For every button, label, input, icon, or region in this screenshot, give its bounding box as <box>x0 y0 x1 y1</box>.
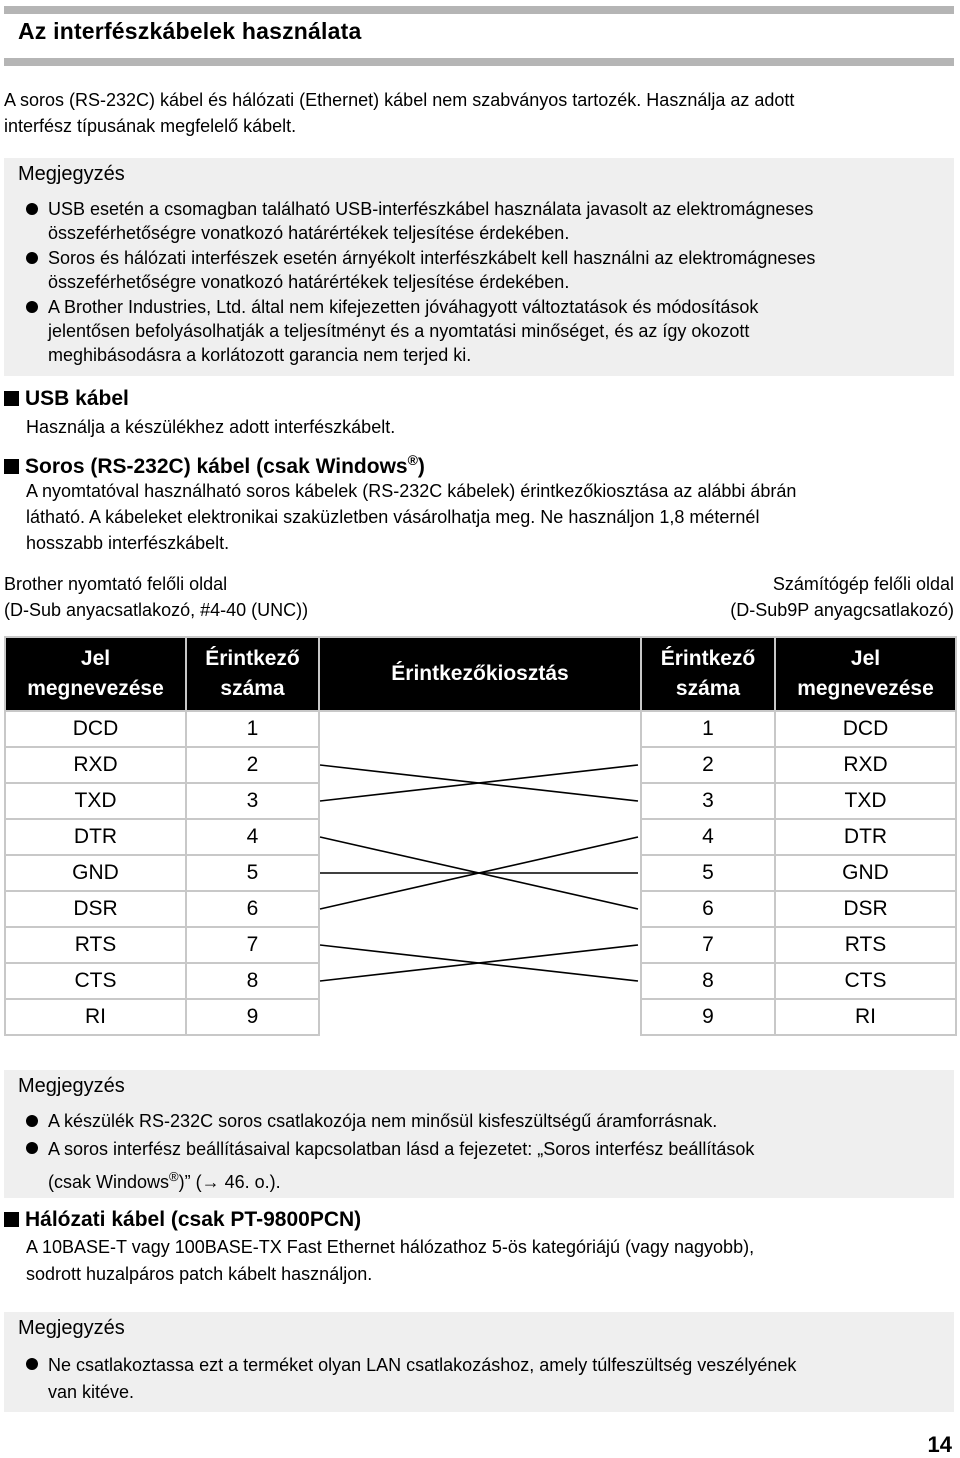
arrow-right-icon: → <box>201 1172 220 1192</box>
title-bottom-rule <box>4 58 954 66</box>
assignment-cell <box>319 891 641 927</box>
right-pin-cell: 4 <box>641 819 775 855</box>
right-pin-cell: 5 <box>641 855 775 891</box>
table-row <box>5 711 956 747</box>
table-row <box>5 747 956 783</box>
assignment-cell <box>319 783 641 819</box>
right-signal-cell: GND <box>775 855 956 891</box>
right-pin-cell: 3 <box>641 783 775 819</box>
left-pin-cell: 9 <box>186 999 319 1035</box>
note-bullet: Soros és hálózati interfészek esetén árnyékolt interfészkábelt kell használni az elektromágneses összeférhetőségre vonatkozó határértékek teljesítése érdekében. <box>26 246 815 294</box>
right-pin-cell: 9 <box>641 999 775 1035</box>
assignment-cell <box>319 711 641 747</box>
note-title: Megjegyzés <box>18 1075 125 1097</box>
section-heading-usb: USB kábel <box>4 387 129 411</box>
left-pin-cell: 2 <box>186 747 319 783</box>
assignment-cell <box>319 747 641 783</box>
table-row <box>5 819 956 855</box>
square-bullet-icon <box>4 391 19 406</box>
bullet-icon <box>26 301 38 313</box>
bullet-icon <box>26 1142 38 1154</box>
note-bullet: A Brother Industries, Ltd. által nem kifejezetten jóváhagyott változtatások és módosítások jelentősen befolyásolhatják a teljesítményt és a nyomtatási minőséget, és az így okozott meghibásodásra a korlátozott garancia nem terjed ki. <box>26 295 758 367</box>
bullet-icon <box>26 1115 38 1127</box>
left-pin-cell: 4 <box>186 819 319 855</box>
bullet-icon <box>26 203 38 215</box>
right-pin-cell: 1 <box>641 711 775 747</box>
left-signal-cell: RI <box>5 999 186 1035</box>
bullet-icon <box>26 252 38 264</box>
header-left-signal: Jel megnevezése <box>5 637 186 711</box>
pin-assignment-table <box>4 636 957 1036</box>
right-pin-cell: 7 <box>641 927 775 963</box>
table-row <box>5 963 956 999</box>
left-signal-cell: GND <box>5 855 186 891</box>
left-signal-cell: DCD <box>5 711 186 747</box>
assignment-cell <box>319 999 641 1035</box>
left-pin-cell: 7 <box>186 927 319 963</box>
header-left-pin: Érintkező száma <box>186 637 319 711</box>
intro-line: A soros (RS-232C) kábel és hálózati (Ethernet) kábel nem szabványos tartozék. Használja az adott <box>4 90 795 110</box>
header-right-pin: Érintkező száma <box>641 637 775 711</box>
note-title: Megjegyzés <box>18 1317 125 1339</box>
right-signal-cell: DSR <box>775 891 956 927</box>
right-signal-cell: TXD <box>775 783 956 819</box>
assignment-cell <box>319 927 641 963</box>
right-signal-cell: DTR <box>775 819 956 855</box>
right-pin-cell: 6 <box>641 891 775 927</box>
left-signal-cell: DTR <box>5 819 186 855</box>
intro-text <box>4 87 794 139</box>
right-signal-cell: RTS <box>775 927 956 963</box>
note-box <box>4 158 954 376</box>
left-pin-cell: 5 <box>186 855 319 891</box>
table-header-row <box>5 637 956 711</box>
network-text: A 10BASE-T vagy 100BASE-TX Fast Ethernet hálózathoz 5-ös kategóriájú (vagy nagyobb), sodrott huzalpáros patch kábelt használjon. <box>26 1237 755 1284</box>
left-pin-cell: 1 <box>186 711 319 747</box>
left-signal-cell: TXD <box>5 783 186 819</box>
intro-line: interfész típusának megfelelő kábelt. <box>4 116 297 136</box>
note-box <box>4 1312 954 1412</box>
right-side-caption: Számítógép felőli oldal (D-Sub9P anyagcsatlakozó) <box>730 574 954 620</box>
right-signal-cell: DCD <box>775 711 956 747</box>
note-bullet: USB esetén a csomagban található USB-interfészkábel használata javasolt az elektromágneses összeférhetőségre vonatkozó határértékek teljesítése érdekében. <box>26 197 813 245</box>
serial-text: A nyomtatóval használható soros kábelek (RS-232C kábelek) érintkezőkiosztása az alábbi ábrán látható. A kábeleket elektronikai szaküzletben vásárolhatja meg. Ne használjon 1,8 méternél hosszabb interfészkábelt. <box>26 481 797 553</box>
left-signal-cell: CTS <box>5 963 186 999</box>
section-heading-serial: Soros (RS-232C) kábel (csak Windows®) <box>4 452 425 479</box>
table-row <box>5 999 956 1035</box>
table-row <box>5 891 956 927</box>
left-side-caption: Brother nyomtató felőli oldal (D-Sub anyacsatlakozó, #4-40 (UNC)) <box>4 574 309 620</box>
assignment-cell <box>319 819 641 855</box>
table-row <box>5 783 956 819</box>
table-row <box>5 855 956 891</box>
section-heading-network: Hálózati kábel (csak PT-9800PCN) <box>4 1208 361 1232</box>
page-title: Az interfészkábelek használata <box>18 18 362 44</box>
note-bullet: A készülék RS-232C soros csatlakozója nem minősül kisfeszültségű áramforrásnak. <box>26 1109 717 1133</box>
left-pin-cell: 6 <box>186 891 319 927</box>
assignment-cell <box>319 963 641 999</box>
header-right-signal: Jel megnevezése <box>775 637 956 711</box>
square-bullet-icon <box>4 1212 19 1227</box>
right-pin-cell: 2 <box>641 747 775 783</box>
left-signal-cell: RTS <box>5 927 186 963</box>
left-signal-cell: RXD <box>5 747 186 783</box>
left-pin-cell: 8 <box>186 963 319 999</box>
title-top-rule <box>4 6 954 14</box>
right-signal-cell: RXD <box>775 747 956 783</box>
note-box <box>4 1070 954 1198</box>
table-row <box>5 927 956 963</box>
usb-text: Használja a készülékhez adott interfészkábelt. <box>26 417 396 437</box>
right-pin-cell: 8 <box>641 963 775 999</box>
note-bullet: A soros interfész beállításaival kapcsolatban lásd a fejezetet: „Soros interfész beállítások (csak Windows®)” (→ 46. o.). <box>26 1136 754 1196</box>
note-title: Megjegyzés <box>18 163 125 185</box>
left-signal-cell: DSR <box>5 891 186 927</box>
right-signal-cell: RI <box>775 999 956 1035</box>
header-assignment: Érintkezőkiosztás <box>319 637 641 711</box>
right-signal-cell: CTS <box>775 963 956 999</box>
left-pin-cell: 3 <box>186 783 319 819</box>
square-bullet-icon <box>4 459 19 474</box>
page-number: 14 <box>927 1432 952 1457</box>
note-bullet: Ne csatlakoztassa ezt a terméket olyan LAN csatlakozáshoz, amely túlfeszültség veszélyének van kitéve. <box>26 1352 796 1406</box>
bullet-icon <box>26 1358 38 1370</box>
assignment-cell <box>319 855 641 891</box>
